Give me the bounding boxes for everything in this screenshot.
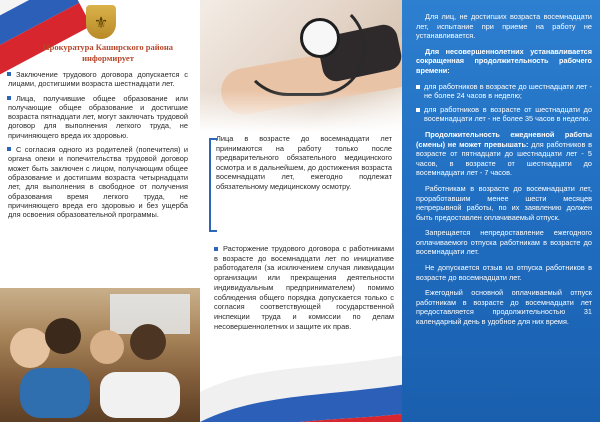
leave-prohibition-paragraph: Запрещается непредоставление ежегодного оплачиваемого отпуска работникам в возрасте до восемнадцати лет. [416, 228, 592, 257]
working-time-list [416, 82, 592, 124]
termination-paragraph: Расторжение трудового договора с работниками в возрасте до восемнадцати лет по инициативе работодателя (за исключением случая ликвидации организации или прекращения деятельности индивидуальным предпринимателем) помимо соблюдения общего порядка допускается только с согласия соответствующей государственной инспекции труда и комиссии по делам несовершеннолетних и защите их прав. [214, 244, 394, 331]
annual-leave-paragraph: Ежегодный основной оплачиваемый отпуск работникам в возрасте до восемнадцати лет предоставляется продолжительностью 31 календарный день в удобное для них время. [416, 288, 592, 327]
col3-text [416, 12, 592, 333]
col1-paragraph: С согласия одного из родителей (попечителя) и органа опеки и попечительства трудовой договор может быть заключен с лицом, получающим общее образование и достигшим возраста четырнадцати лет, для выполнения в свободное от получения образования время легкого труда, не причиняющего вреда его здоровью и без ущерба для освоения образовательной программы. [8, 145, 188, 220]
col1-paragraph: Заключение трудового договора допускается с лицами, достигшими возраста шестнадцати лет. [8, 70, 188, 89]
middle-column [200, 0, 402, 422]
daily-shift-paragraph: Продолжительность ежедневной работы (смены) не может превышать: для работников в возрасте от пятнадцати до шестнадцати лет - 5 часов, в возрасте от шестнадцати до восемнадцати лет - 7 часов. [416, 129, 593, 178]
flag-wave-icon [200, 352, 402, 422]
col1-paragraph: Лица, получившие общее образование или получающие общее образование и достигшие возраста пятнадцати лет, могут заключать трудовой договор для выполнения легкого труда, не причиняющего вреда их здоровью. [8, 93, 188, 140]
left-column [0, 0, 200, 422]
org-title: Прокуратура Каширского района информирует [43, 42, 173, 63]
col1-text [8, 70, 188, 224]
list-item: для работников в возрасте от шестнадцати до восемнадцати лет - не более 35 часов в неделю. [416, 105, 592, 124]
recall-paragraph: Не допускается отзыв из отпуска работников в возрасте до восемнадцати лет. [416, 263, 592, 282]
right-column [402, 0, 600, 422]
leave-paragraph: Работникам в возрасте до восемнадцати лет, проработавшим менее шести месяцев непрерывной работы, по их заявлению должен быть предоставлен оплачиваемый отпуск. [416, 183, 592, 222]
probation-paragraph: Для лиц, не достигших возраста восемнадцати лет, испытание при приеме на работу не устанавливается. [416, 12, 592, 41]
flag-icon [0, 0, 92, 79]
list-item: для работников в возрасте до шестнадцати лет - не более 24 часов в неделю; [416, 82, 592, 101]
medical-exam-text: Лица в возрасте до восемнадцати лет принимаются на работу только после предварительного обязательного медицинского осмотра и в дальнейшем, до достижения возраста восемнадцати лет, ежегодно подлежат обязательному медицинскому осмотру. [216, 134, 392, 191]
emblem-icon: ⚜ [86, 5, 116, 39]
photo-students [0, 288, 200, 422]
photo-blood-pressure [200, 0, 402, 132]
working-time-heading: Для несовершеннолетних устанавливается сокращенная продолжительность рабочего времени: [416, 46, 592, 75]
